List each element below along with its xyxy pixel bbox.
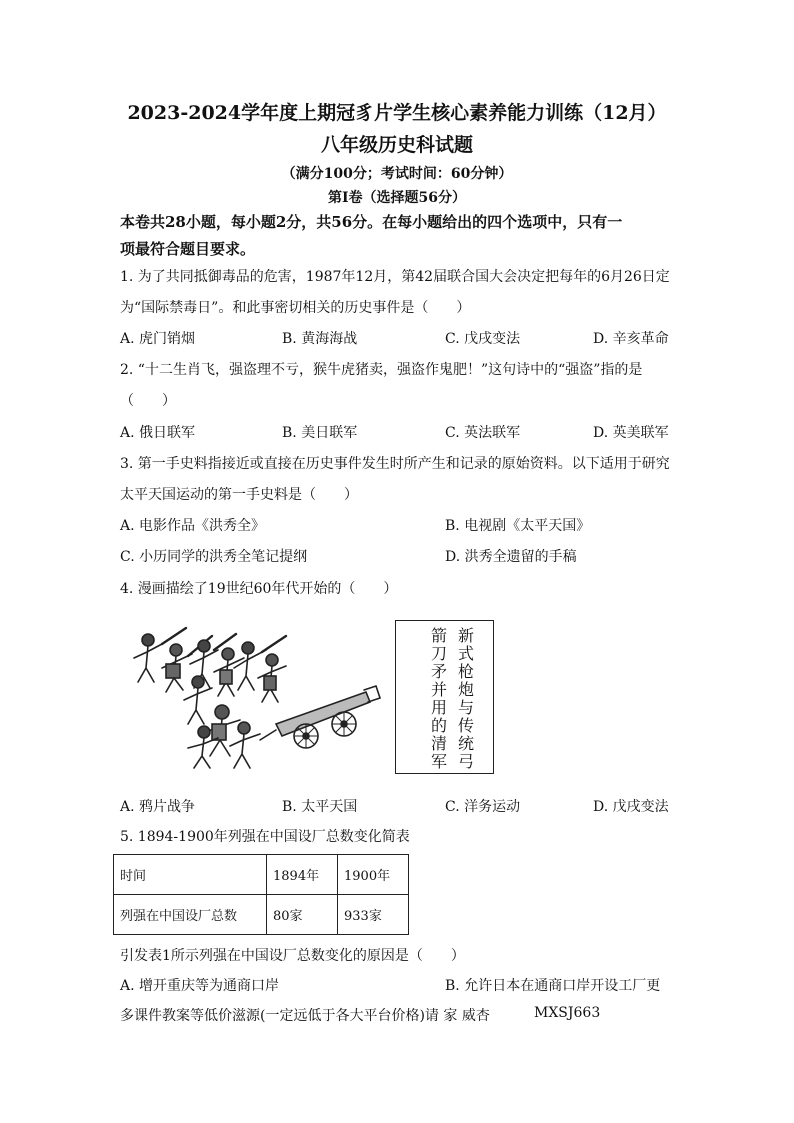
q5-option-b: B. 允许日本在通商口岸开设工厂更	[445, 978, 661, 994]
q1-stem-line1: 1. 为了共同抵御毒品的危害，1987年12月，第42届联合国大会决定把每年的6月26日定	[120, 269, 670, 285]
q1-option-d: D. 辛亥革命	[593, 331, 669, 347]
score-time: （满分100分；考试时间：60分钟）	[281, 166, 513, 182]
q1-option-a: A. 虎门销烟	[120, 331, 196, 347]
factory-table	[113, 854, 409, 935]
q3-option-a: A. 电影作品《洪秀全》	[120, 518, 266, 534]
cartoon-caption-box	[395, 620, 494, 774]
q4-option-a: A. 鸦片战争	[120, 799, 196, 815]
q2-stem-line2: （ ）	[120, 393, 176, 409]
table-cell: 时间	[114, 855, 267, 895]
q3-option-c: C. 小历同学的洪秀全笔记提纲	[120, 549, 308, 565]
table-cell: 80家	[267, 895, 338, 935]
instructions-line1: 本卷共28小题，每小题2分，共56分。在每小题给出的四个选项中，只有一	[120, 213, 623, 231]
caption-column-2: 箭刀矛并用的清军	[430, 626, 447, 771]
q2-stem-line1: 2. “十二生肖飞，强盗理不亏，猴牛虎猪卖，强盗作鬼肥！”这句诗中的“强盗”指的是	[120, 362, 643, 378]
footer-code: MXSJ663	[534, 1005, 601, 1021]
q4-option-b: B. 太平天国	[282, 799, 358, 815]
q3-option-b: B. 电视剧《太平天国》	[445, 518, 591, 534]
q5-stem2: 引发表1所示列强在中国设厂总数变化的原因是（ ）	[120, 948, 465, 964]
q1-option-c: C. 戊戌变法	[445, 331, 521, 347]
table-row	[114, 855, 409, 895]
q1-stem-line2: 为“国际禁毒日”。和此事密切相关的历史事件是（ ）	[120, 300, 471, 316]
q2-option-c: C. 英法联军	[445, 425, 521, 441]
q2-option-d: D. 英美联军	[593, 425, 669, 441]
table-cell: 1894年	[267, 855, 338, 895]
q4-option-d: D. 戊戌变法	[593, 799, 669, 815]
table-row	[114, 895, 409, 935]
q4-stem: 4. 漫画描绘了19世纪60年代开始的（ ）	[120, 581, 398, 597]
q5-option-a: A. 增开重庆等为通商口岸	[120, 978, 280, 994]
q4-option-c: C. 洋务运动	[445, 799, 521, 815]
q2-option-a: A. 俄日联军	[120, 425, 196, 441]
exam-title-line1: 2023-2024学年度上期冠豸片学生核心素养能力训练（12月）	[127, 102, 667, 124]
table-cell: 933家	[338, 895, 409, 935]
caption-column-1: 新式枪炮与传统弓	[457, 626, 474, 771]
q3-stem-line2: 太平天国运动的第一手史料是（ ）	[120, 487, 358, 503]
cartoon-illustration	[126, 620, 386, 770]
q5-stem: 5. 1894-1900年列强在中国设厂总数变化简表	[120, 829, 410, 845]
table-cell: 列强在中国设厂总数	[114, 895, 267, 935]
q3-option-d: D. 洪秀全遗留的手稿	[445, 549, 577, 565]
cannon-drawing	[260, 686, 380, 748]
instructions-line2: 项最符合题目要求。	[120, 240, 256, 258]
q2-option-b: B. 美日联军	[282, 425, 358, 441]
table-cell: 1900年	[338, 855, 409, 895]
q3-stem-line1: 3. 第一手史料指接近或直接在历史事件发生时所产生和记录的原始资料。以下适用于研究	[120, 456, 670, 472]
part-heading: 第Ⅰ卷（选择题56分）	[327, 190, 467, 206]
exam-title-line2: 八年级历史科试题	[320, 134, 473, 156]
q1-option-b: B. 黄海海战	[282, 331, 358, 347]
footer-promo: 多课件教案等低价滋源(一定远低于各大平台价格)请 家 威杏	[120, 1008, 490, 1024]
